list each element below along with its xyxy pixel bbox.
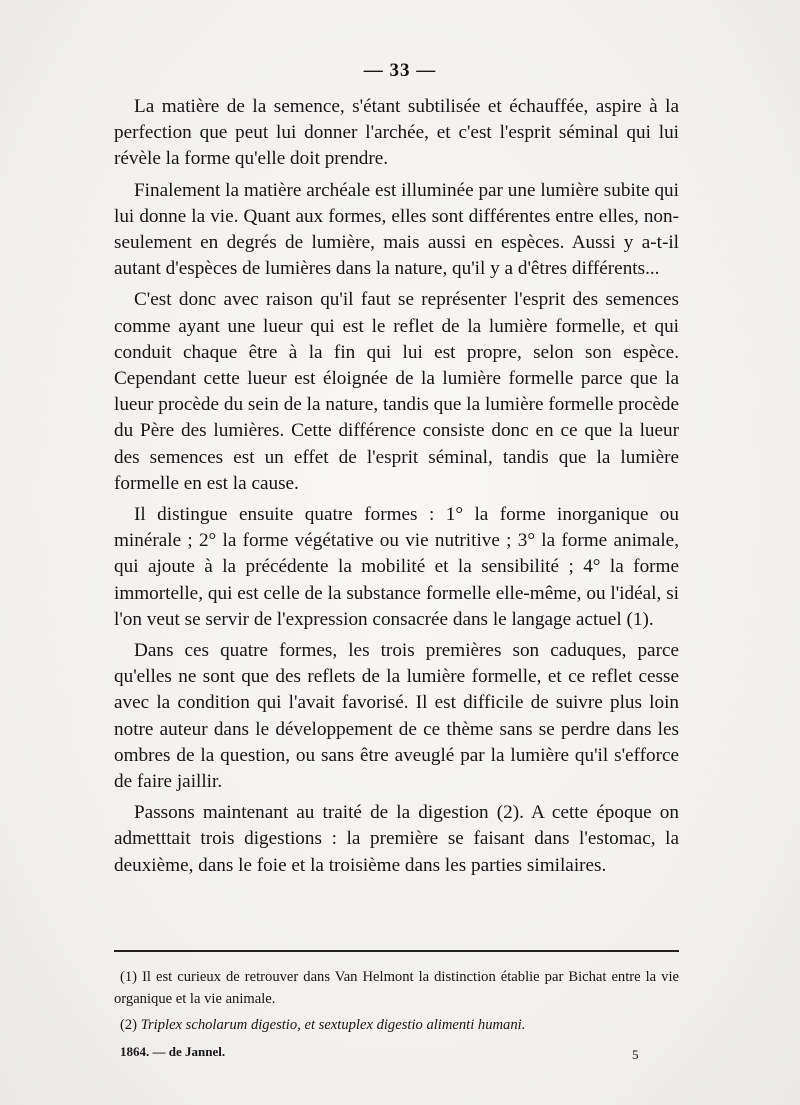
footnotes (114, 966, 679, 1040)
page-number: — 33 — (363, 60, 437, 81)
paragraph-2: Finalement la matière archéale est illuminée par une lumière subite qui lui donne la vie. Quant aux formes, elles sont différentes entre elles, non-seulement en degrés de lumière, mais aussi en espèces. Aussi y a-t-il autant d'espèces de lumières dans la nature, qu'il y a d'êtres différents... (114, 179, 679, 280)
footnote-1-marker: (1) (120, 969, 138, 985)
footnote-2 (114, 1014, 679, 1036)
paragraph-6: Passons maintenant au traité de la digestion (2). A cette époque on admetttait trois digestions : la première se faisant dans l'estomac, la deuxième, dans le foie et la troisième dans les parties similaires. (114, 802, 679, 876)
signature-mark: 5 (632, 1047, 639, 1062)
footnote-1 (114, 966, 679, 1010)
footnote-1-text: Il est curieux de retrouver dans Van Helmont la distinction établie par Bichat entre la vie organique et la vie animale. (114, 969, 680, 1007)
paragraph-1: La matière de la semence, s'étant subtilisée et échauffée, aspire à la perfection que peut lui donner l'archée, et c'est l'esprit séminal qui lui révèle la forme qu'elle doit prendre. (114, 96, 679, 170)
paragraph-4: Il distingue ensuite quatre formes : 1° la forme inorganique ou minérale ; 2° la forme végétative ou vie nutritive ; 3° la forme animale, qui ajoute à la précédente la mobilité et la sensibilité ; 4° la forme immortelle, qui est celle de la substance formelle elle-même, ou l'idéal, si l'on veut se servir de l'expression consacrée dans le langage actuel (1). (114, 504, 679, 630)
main-text (114, 94, 679, 884)
footnote-divider (114, 950, 679, 952)
paragraph-5: Dans ces quatre formes, les trois premières son caduques, parce qu'elles ne sont que des reflets de la lumière formelle, et ce reflet cesse avec la condition qui l'avait favorisé. Il est difficile de suivre plus loin notre auteur dans le développement de ce thème sans se perdre dans les ombres de la question, ou sans être aveuglé par la lumière qu'il s'efforce de faire jaillir. (114, 640, 679, 793)
paragraph-3: C'est donc avec raison qu'il faut se représenter l'esprit des semences comme ayant une lueur qui est le reflet de la lumière formelle, et qui conduit chaque être à la fin qui lui est propre, selon son espèce. Cependant cette lueur est éloignée de la lumière formelle parce que la lueur procède du sein de la nature, tandis que la lumière formelle procède du Père des lumières. Cette différence consiste donc en ce que la lueur des semences est un effet de l'esprit séminal, tandis que la lumière formelle en est la cause. (114, 289, 679, 494)
footnote-2-text: Triplex scholarum digestio, et sextuplex digestio alimenti humani. (140, 1017, 526, 1033)
footnote-2-marker: (2) (120, 1017, 138, 1033)
printer-imprint: 1864. — de Jannel. (120, 1044, 226, 1059)
